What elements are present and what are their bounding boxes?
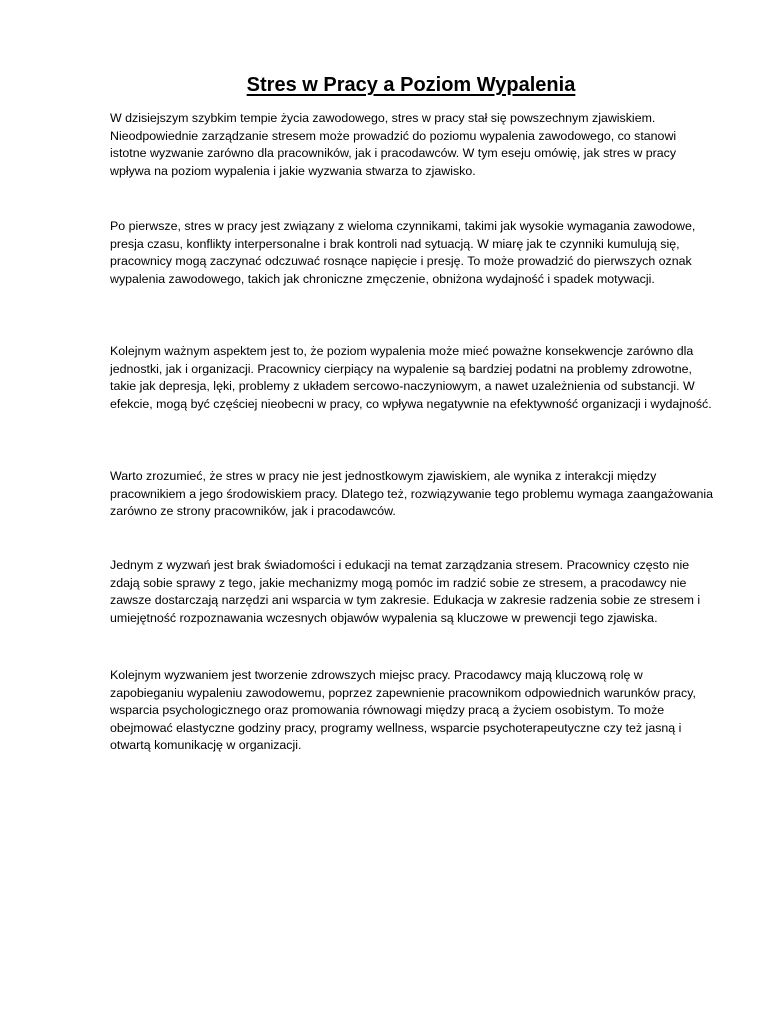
paragraph-causes: Po pierwsze, stres w pracy jest związany z wieloma czynnikami, takimi jak wysokie wymagania zawodowe, presja czasu, konflikty interpersonalne i brak kontroli nad sytuacją. W miarę jak te czynniki kumulują się, pracownicy mogą zaczynać odczuwać rosnące napięcie i presję. To może prowadzić do pierwszych oznak wypalenia zawodowego, takich jak chroniczne zmęczenie, obniżona wydajność i spadek motywacji. bbox=[110, 219, 696, 286]
paragraph-intro: W dzisiejszym szybkim tempie życia zawodowego, stres w pracy stał się powszechnym zjawiskiem. Nieodpowiednie zarządzanie stresem może prowadzić do poziomu wypalenia zawodowego, co stanowi istotne wyzwanie zarówno dla pracowników, jak i pracodawców. W tym eseju omówię, jak stres w pracy wpływa na poziom wypalenia i jakie wyzwania stwarza to zjawisko. bbox=[110, 111, 677, 178]
paragraph-consequences: Kolejnym ważnym aspektem jest to, że poziom wypalenia może mieć poważne konsekwencje zarówno dla jednostki, jak i organizacji. Pracownicy cierpiący na wypalenie są bardziej podatni na problemy zdrowotne, takie jak depresja, lęki, problemy z układem sercowo-naczyniowym, a nawet uzależnienia od substancji. W efekcie, mogą być częściej nieobecni w pracy, co wpływa negatywnie na efektywność organizacji i wydajność. bbox=[110, 344, 712, 411]
paragraph-awareness: Jednym z wyzwań jest brak świadomości i edukacji na temat zarządzania stresem. Pracownicy często nie zdają sobie sprawy z tego, jakie mechanizmy mogą pomóc im radzić sobie ze stresem, a pracodawcy nie zawsze dostarczają narzędzi ani wsparcia w tym zakresie. Edukacja w zakresie radzenia sobie ze stresem i umiejętność rozpoznawania wczesnych objawów wypalenia są kluczowe w prewencji tego zjawiska. bbox=[110, 558, 701, 625]
page-title: Stres w Pracy a Poziom Wypalenia bbox=[246, 74, 576, 96]
paragraph-interaction: Warto zrozumieć, że stres w pracy nie jest jednostkowym zjawiskiem, ale wynika z interakcji między pracownikiem a jego środowiskiem pracy. Dlatego też, rozwiązywanie tego problemu wymaga zaangażowania zarówno ze strony pracowników, jak i pracodawców. bbox=[110, 469, 714, 519]
paragraph-workplace: Kolejnym wyzwaniem jest tworzenie zdrowszych miejsc pracy. Pracodawcy mają kluczową rolę w zapobieganiu wypaleniu zawodowemu, poprzez zapewnienie pracownikom odpowiednich warunków pracy, wsparcia psychologicznego oraz promowania równowagi między pracą a życiem osobistym. To może obejmować elastyczne godziny pracy, programy wellness, wsparcie psychoterapeutyczne czy też jasną i otwartą komunikację w organizacji. bbox=[110, 668, 696, 753]
